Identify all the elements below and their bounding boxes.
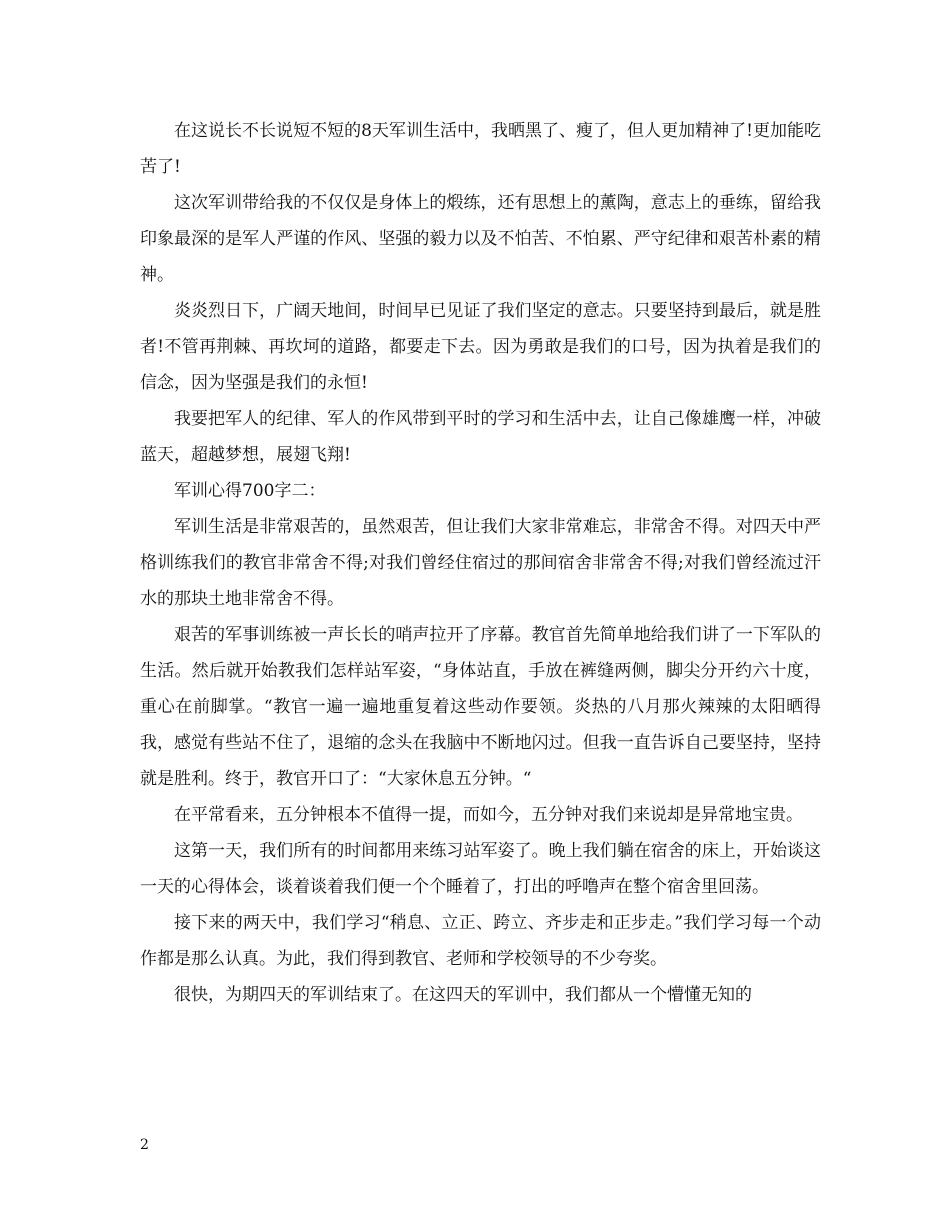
page-number: 2	[140, 1137, 149, 1153]
paragraph: 在这说长不长说短不短的8天军训生活中，我晒黑了、瘦了，但人更加精神了!更加能吃苦了!	[140, 121, 821, 177]
paragraph: 接下来的两天中，我们学习“稍息、立正、跨立、齐步走和正步走。”我们学习每一个动作都是那么认真。为此，我们得到教官、老师和学校领导的不少夸奖。	[140, 913, 821, 969]
paragraph: 这第一天，我们所有的时间都用来练习站军姿了。晚上我们躺在宿舍的床上，开始谈这一天的心得体会，谈着谈着我们便一个个睡着了，打出的呼噜声在整个宿舍里回荡。	[140, 841, 821, 897]
paragraph: 这次军训带给我的不仅仅是身体上的煅练，还有思想上的薰陶，意志上的垂练，留给我印象最深的是军人严谨的作风、坚强的毅力以及不怕苦、不怕累、严守纪律和艰苦朴素的精神。	[140, 193, 821, 285]
paragraph: 炎炎烈日下，广阔天地间，时间早已见证了我们坚定的意志。只要坚持到最后，就是胜者!不管再荆棘、再坎坷的道路，都要走下去。因为勇敢是我们的口号，因为执着是我们的信念，因为坚强是我们的永恒!	[140, 301, 821, 393]
body-text	[140, 113, 821, 1013]
paragraph: 我要把军人的纪律、军人的作风带到平时的学习和生活中去，让自己像雄鹰一样，冲破蓝天，超越梦想，展翅飞翔!	[140, 409, 821, 465]
paragraph: 军训生活是非常艰苦的，虽然艰苦，但让我们大家非常难忘，非常舍不得。对四天中严格训练我们的教官非常舍不得;对我们曾经住宿过的那间宿舍非常舍不得;对我们曾经流过汗水的那块土地非常舍不得。	[140, 517, 821, 609]
paragraph: 很快，为期四天的军训结束了。在这四天的军训中，我们都从一个懵懂无知的	[174, 985, 752, 1005]
paragraph: 在平常看来，五分钟根本不值得一提，而如今，五分钟对我们来说却是异常地宝贵。	[174, 805, 803, 825]
paragraph: 艰苦的军事训练被一声长长的哨声拉开了序幕。教官首先简单地给我们讲了一下军队的生活。然后就开始教我们怎样站军姿，“身体站直，手放在裤缝两侧，脚尖分开约六十度，重心在前脚掌。“教官一遍一遍地重复着这些动作要领。炎热的八月那火辣辣的太阳晒得我，感觉有些站不住了，退缩的念头在我脑中不断地闪过。但我一直告诉自己要坚持，坚持就是胜利。终于，教官开口了：“大家休息五分钟。“	[140, 625, 821, 789]
section-heading: 军训心得700字二：	[174, 481, 326, 501]
